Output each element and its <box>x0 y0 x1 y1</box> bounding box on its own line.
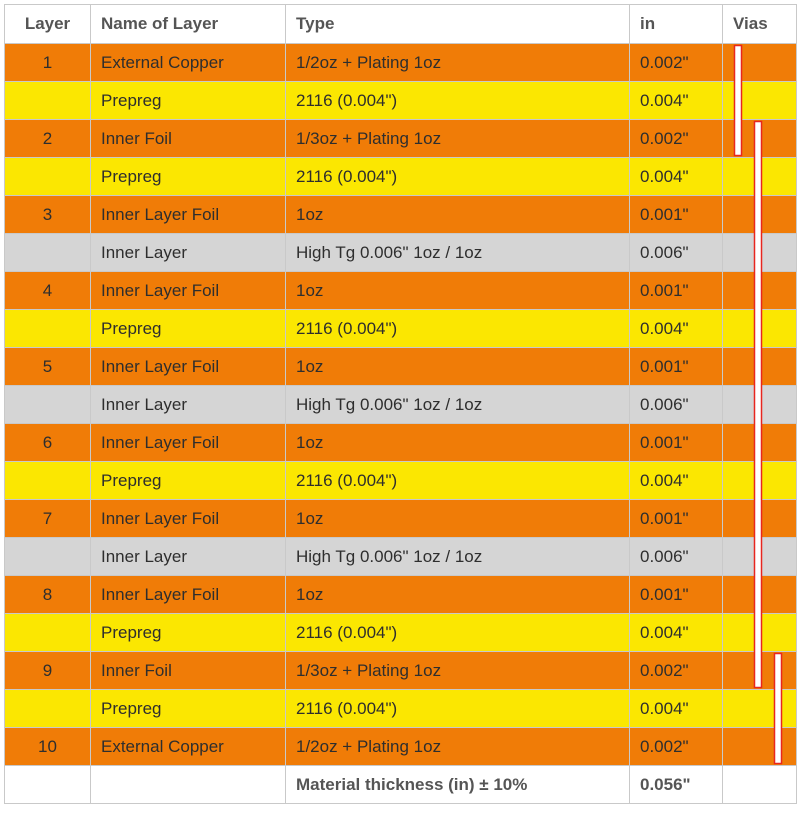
vias-cell <box>723 462 797 500</box>
layer-type-cell: 1/2oz + Plating 1oz <box>286 44 630 82</box>
layer-type-cell: 1oz <box>286 348 630 386</box>
layer-number-cell: 9 <box>5 652 91 690</box>
layer-type-cell: 1oz <box>286 272 630 310</box>
thickness-cell: 0.001" <box>630 424 723 462</box>
layer-name-cell: Inner Foil <box>91 120 286 158</box>
layer-name-cell: Prepreg <box>91 82 286 120</box>
stackup-row <box>5 576 797 614</box>
layer-number-cell: 8 <box>5 576 91 614</box>
layer-number-cell <box>5 158 91 196</box>
layer-number-cell <box>5 234 91 272</box>
layer-type-cell: 2116 (0.004") <box>286 690 630 728</box>
header-row <box>5 5 797 44</box>
vias-cell <box>723 272 797 310</box>
header-name-of-layer: Name of Layer <box>91 5 286 44</box>
layer-name-cell: Prepreg <box>91 310 286 348</box>
layer-type-cell: High Tg 0.006" 1oz / 1oz <box>286 386 630 424</box>
thickness-cell: 0.004" <box>630 158 723 196</box>
vias-cell <box>723 690 797 728</box>
layer-number-cell <box>5 82 91 120</box>
layer-type-cell: 2116 (0.004") <box>286 462 630 500</box>
layer-name-cell: Prepreg <box>91 462 286 500</box>
layer-number-cell <box>5 462 91 500</box>
thickness-cell: 0.002" <box>630 44 723 82</box>
stackup-row <box>5 500 797 538</box>
vias-cell <box>723 82 797 120</box>
layer-number-cell: 2 <box>5 120 91 158</box>
layer-type-cell: 1oz <box>286 500 630 538</box>
layer-type-cell: 1oz <box>286 424 630 462</box>
layer-type-cell: 1/3oz + Plating 1oz <box>286 652 630 690</box>
vias-cell <box>723 500 797 538</box>
layer-number-cell <box>5 538 91 576</box>
total-empty-cell <box>91 766 286 804</box>
thickness-cell: 0.001" <box>630 272 723 310</box>
thickness-cell: 0.001" <box>630 576 723 614</box>
stackup-row <box>5 348 797 386</box>
layer-name-cell: Inner Layer <box>91 234 286 272</box>
layer-name-cell: Inner Layer <box>91 386 286 424</box>
vias-cell <box>723 576 797 614</box>
thickness-cell: 0.002" <box>630 652 723 690</box>
vias-cell <box>723 196 797 234</box>
layer-number-cell <box>5 310 91 348</box>
vias-cell <box>723 348 797 386</box>
stackup-row <box>5 462 797 500</box>
thickness-cell: 0.004" <box>630 310 723 348</box>
layer-type-cell: 2116 (0.004") <box>286 614 630 652</box>
vias-cell <box>723 538 797 576</box>
header-type: Type <box>286 5 630 44</box>
layer-number-cell: 4 <box>5 272 91 310</box>
stackup-row <box>5 82 797 120</box>
stackup-row <box>5 272 797 310</box>
layer-name-cell: External Copper <box>91 728 286 766</box>
header-in: in <box>630 5 723 44</box>
total-row <box>5 766 797 804</box>
stackup-row <box>5 614 797 652</box>
thickness-cell: 0.004" <box>630 690 723 728</box>
layer-name-cell: Inner Layer <box>91 538 286 576</box>
total-empty-cell <box>5 766 91 804</box>
stackup-row <box>5 728 797 766</box>
layer-name-cell: Inner Layer Foil <box>91 424 286 462</box>
pcb-stackup-table <box>4 4 797 804</box>
vias-cell <box>723 424 797 462</box>
vias-cell <box>723 652 797 690</box>
thickness-cell: 0.006" <box>630 386 723 424</box>
total-label: Material thickness (in) ± 10% <box>286 766 630 804</box>
layer-number-cell <box>5 614 91 652</box>
pcb-stackup-table-container <box>4 4 796 824</box>
layer-number-cell: 10 <box>5 728 91 766</box>
thickness-cell: 0.004" <box>630 462 723 500</box>
layer-name-cell: External Copper <box>91 44 286 82</box>
layer-name-cell: Prepreg <box>91 158 286 196</box>
layer-type-cell: High Tg 0.006" 1oz / 1oz <box>286 234 630 272</box>
vias-cell <box>723 614 797 652</box>
stackup-row <box>5 386 797 424</box>
layer-number-cell: 5 <box>5 348 91 386</box>
thickness-cell: 0.002" <box>630 728 723 766</box>
layer-number-cell: 3 <box>5 196 91 234</box>
layer-number-cell <box>5 386 91 424</box>
stackup-row <box>5 158 797 196</box>
layer-type-cell: 2116 (0.004") <box>286 310 630 348</box>
layer-number-cell: 1 <box>5 44 91 82</box>
layer-number-cell: 7 <box>5 500 91 538</box>
stackup-row <box>5 234 797 272</box>
stackup-row <box>5 120 797 158</box>
stackup-row <box>5 652 797 690</box>
layer-name-cell: Inner Layer Foil <box>91 576 286 614</box>
thickness-cell: 0.006" <box>630 234 723 272</box>
layer-name-cell: Prepreg <box>91 690 286 728</box>
thickness-cell: 0.001" <box>630 196 723 234</box>
vias-cell <box>723 234 797 272</box>
thickness-cell: 0.001" <box>630 500 723 538</box>
thickness-cell: 0.004" <box>630 82 723 120</box>
thickness-cell: 0.004" <box>630 614 723 652</box>
layer-type-cell: 1/3oz + Plating 1oz <box>286 120 630 158</box>
vias-cell <box>723 728 797 766</box>
vias-cell <box>723 120 797 158</box>
layer-name-cell: Prepreg <box>91 614 286 652</box>
stackup-row <box>5 44 797 82</box>
layer-number-cell <box>5 690 91 728</box>
vias-cell <box>723 310 797 348</box>
stackup-row <box>5 196 797 234</box>
header-vias: Vias <box>723 5 797 44</box>
vias-cell <box>723 386 797 424</box>
thickness-cell: 0.002" <box>630 120 723 158</box>
vias-cell <box>723 158 797 196</box>
stackup-row <box>5 310 797 348</box>
layer-type-cell: 2116 (0.004") <box>286 82 630 120</box>
stackup-row <box>5 424 797 462</box>
layer-type-cell: 2116 (0.004") <box>286 158 630 196</box>
layer-type-cell: High Tg 0.006" 1oz / 1oz <box>286 538 630 576</box>
layer-type-cell: 1oz <box>286 196 630 234</box>
layer-name-cell: Inner Layer Foil <box>91 272 286 310</box>
thickness-cell: 0.001" <box>630 348 723 386</box>
layer-name-cell: Inner Layer Foil <box>91 348 286 386</box>
layer-name-cell: Inner Layer Foil <box>91 500 286 538</box>
thickness-cell: 0.006" <box>630 538 723 576</box>
header-layer: Layer <box>5 5 91 44</box>
total-value: 0.056" <box>630 766 723 804</box>
vias-cell <box>723 44 797 82</box>
layer-number-cell: 6 <box>5 424 91 462</box>
stackup-row <box>5 690 797 728</box>
layer-name-cell: Inner Foil <box>91 652 286 690</box>
layer-name-cell: Inner Layer Foil <box>91 196 286 234</box>
layer-type-cell: 1/2oz + Plating 1oz <box>286 728 630 766</box>
stackup-row <box>5 538 797 576</box>
total-empty-cell <box>723 766 797 804</box>
layer-type-cell: 1oz <box>286 576 630 614</box>
